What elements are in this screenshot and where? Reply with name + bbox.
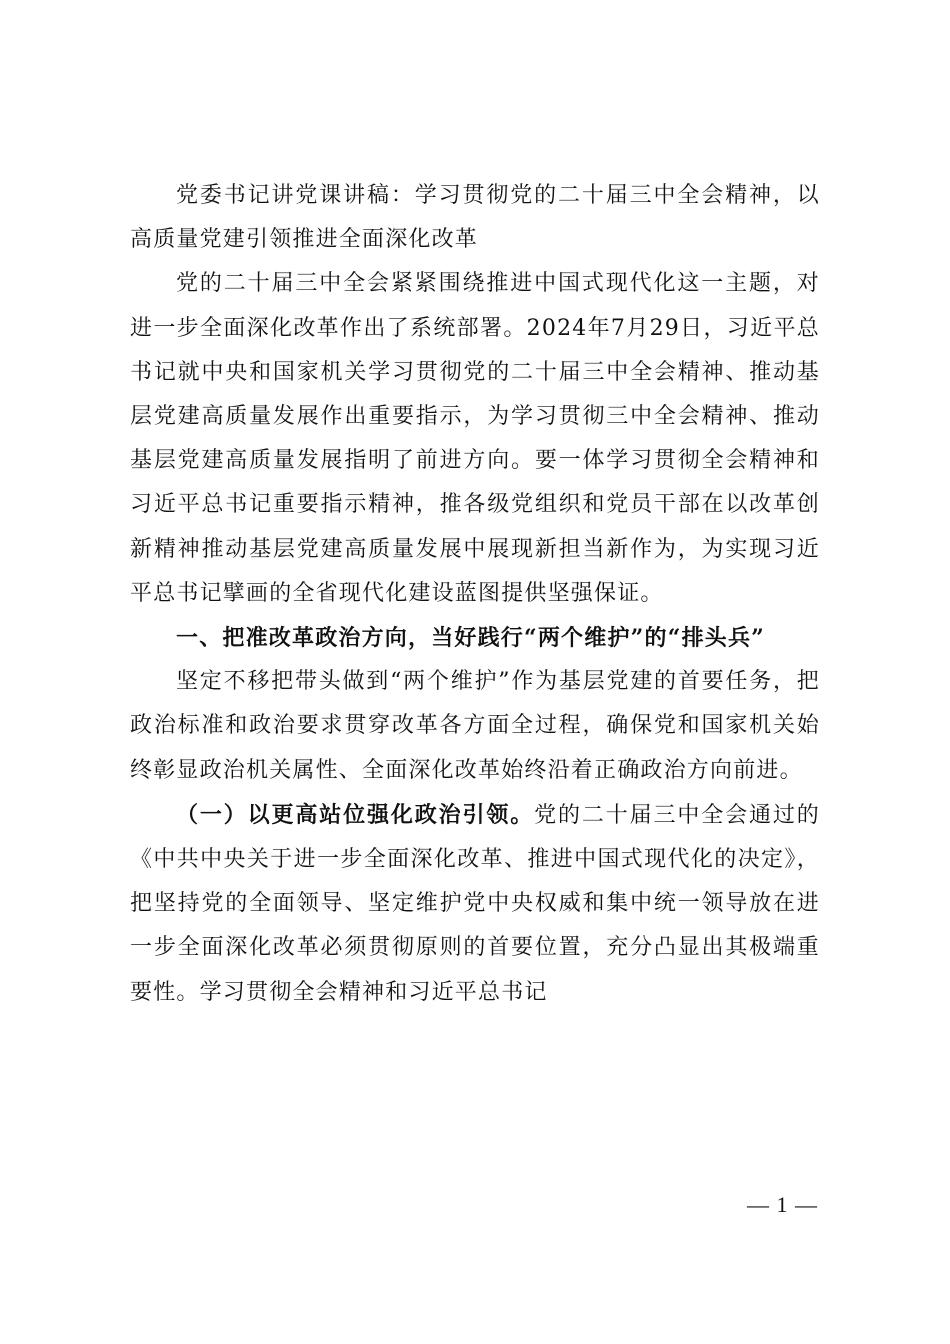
subsection-1-paragraph (130, 793, 820, 1015)
document-title: 党委书记讲党课讲稿：学习贯彻党的二十届三中全会精神，以高质量党建引领推进全面深化改革 (130, 183, 820, 253)
section-heading-1: 一、把准改革政治方向，当好践行“两个维护”的“排头兵” (176, 625, 766, 652)
section-1-paragraph: 坚定不移把带头做到“两个维护”作为基层党建的首要任务，把政治标准和政治要求贯穿改革各方面全过程，确保党和国家机关始终彰显政治机关属性、全面深化改革始终沿着正确政治方向前进。 (130, 669, 820, 783)
document-body (130, 174, 820, 1015)
page-number: — 1 — (747, 1192, 818, 1217)
subsection-1-text: 党的二十届三中全会通过的《中共中央关于进一步全面深化改革、推进中国式现代化的决定》，把坚持党的全面领导、坚定维护党中央权威和集中统一领导放在进一步全面深化改革必须贯彻原则的首要位置，充分凸显出其极端重要性。学习贯彻全会精神和习近平总书记 (130, 802, 820, 1005)
intro-paragraph: 党的二十届三中全会紧紧围绕推进中国式现代化这一主题，对进一步全面深化改革作出了系统部署。2024年7月29日，习近平总书记就中央和国家机关学习贯彻党的二十届三中全会精神、推动基层党建高质量发展作出重要指示，为学习贯彻三中全会精神、推动基层党建高质量发展指明了前进方向。要一体学习贯彻全会精神和习近平总书记重要指示精神，推各级党组织和党员干部在以改革创新精神推动基层党建高质量发展中展现新担当新作为，为实现习近平总书记擘画的全省现代化建设蓝图提供坚强保证。 (130, 271, 820, 606)
subsection-heading-1: （一）以更高站位强化政治引领。 (176, 801, 535, 828)
